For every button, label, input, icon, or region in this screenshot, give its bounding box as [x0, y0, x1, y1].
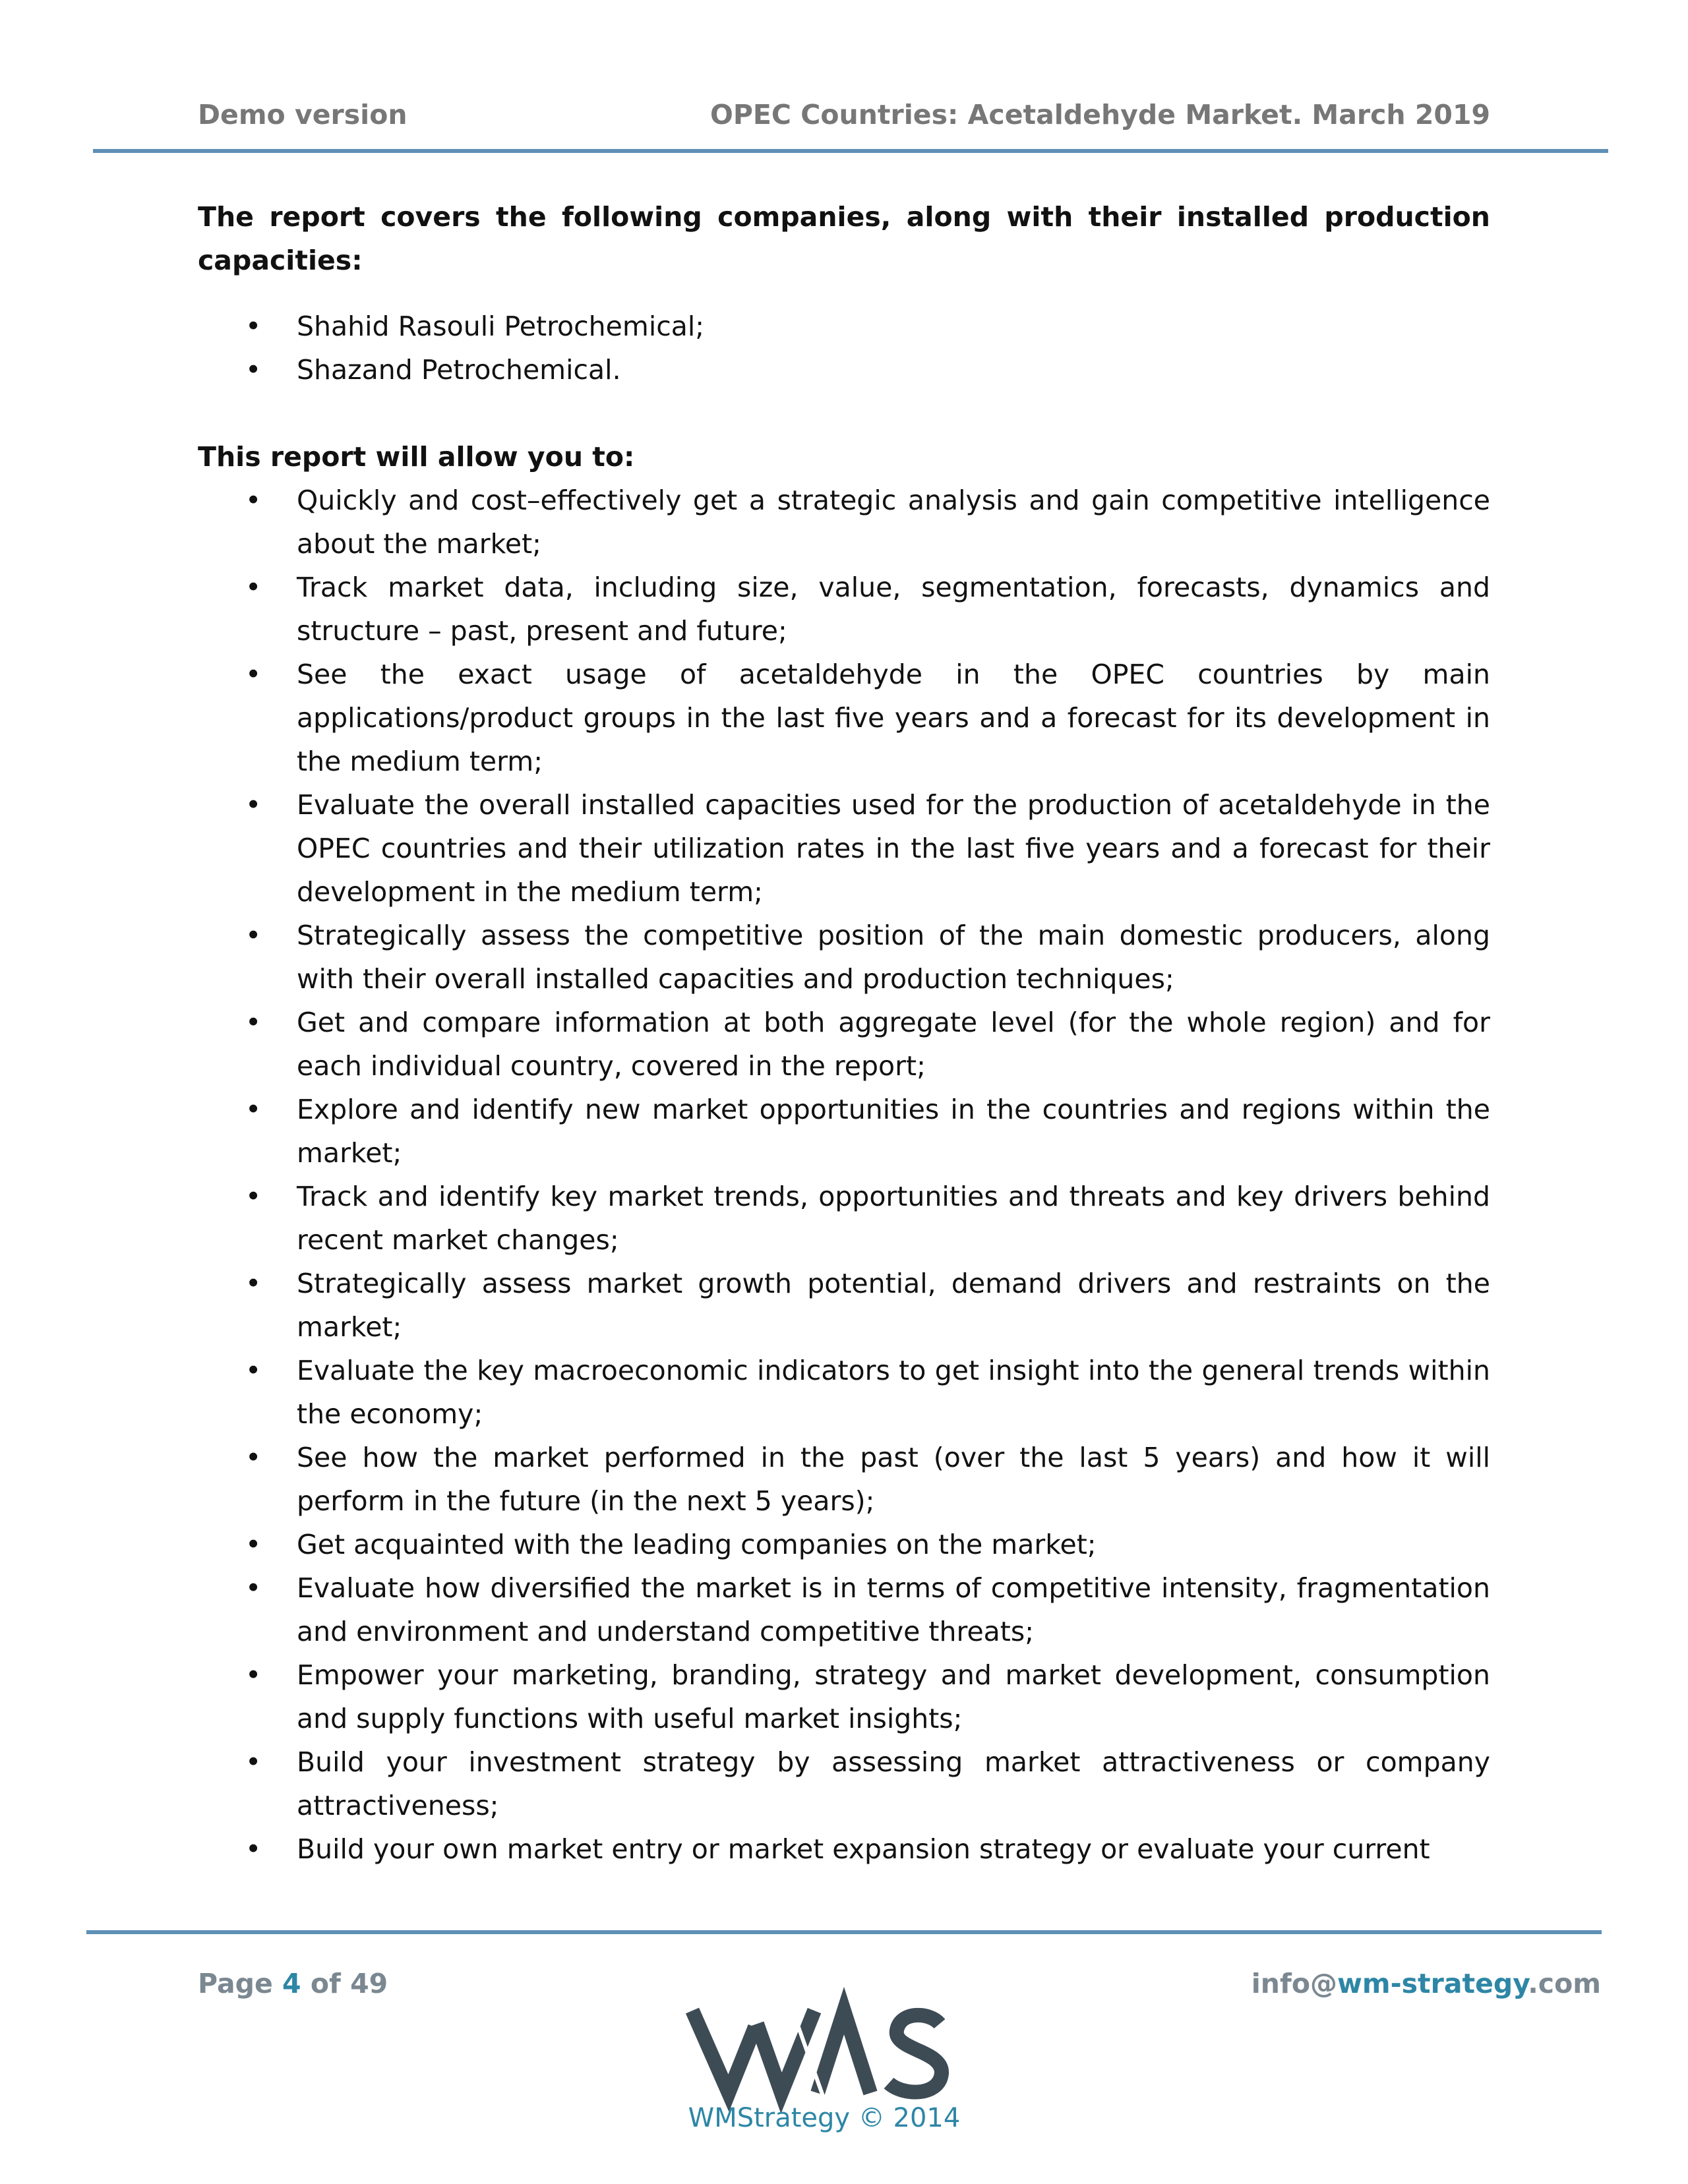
companies-list: [198, 305, 1490, 392]
list-item: [198, 1566, 1490, 1653]
page-number: [198, 1968, 388, 1999]
list-item: [198, 348, 1490, 392]
bullet-icon: •: [245, 310, 262, 342]
header-demo-label: Demo version: [198, 99, 407, 131]
bullet-icon: •: [245, 1442, 262, 1473]
bullet-icon: •: [245, 572, 262, 603]
bullet-icon: •: [245, 1268, 262, 1299]
bullet-icon: •: [245, 920, 262, 951]
list-item: [198, 1523, 1490, 1566]
list-item: [198, 1088, 1490, 1175]
list-item: [198, 1175, 1490, 1262]
company-name: Shahid Rasouli Petrochemical;: [297, 310, 705, 342]
logo-caption: WMStrategy © 2014: [688, 2103, 961, 2133]
benefit-text: Strategically assess the competitive position of the main domestic producers, along with their overall installed capacities and production techniques;: [297, 920, 1490, 995]
list-item: [198, 1827, 1490, 1871]
bullet-icon: •: [245, 1355, 262, 1386]
list-item: [198, 783, 1490, 914]
benefit-text: Track and identify key market trends, opportunities and threats and key drivers behind recent market changes;: [297, 1181, 1490, 1256]
bullet-icon: •: [245, 1529, 262, 1560]
list-item: [198, 914, 1490, 1001]
header-report-title: OPEC Countries: Acetaldehyde Market. March 2019: [710, 99, 1490, 131]
bullet-icon: •: [245, 1094, 262, 1125]
benefit-text: Strategically assess market growth potential, demand drivers and restraints on the market;: [297, 1268, 1490, 1343]
list-item: [198, 1349, 1490, 1436]
header-divider: [93, 149, 1608, 153]
allow-heading: This report will allow you to:: [198, 441, 635, 473]
list-item: [198, 1262, 1490, 1349]
benefit-text: See how the market performed in the past (over the last 5 years) and how it will perform in the future (in the next 5 years);: [297, 1442, 1490, 1517]
benefit-text: Evaluate how diversified the market is in terms of competitive intensity, fragmentation and environment and understand competitive threats;: [297, 1572, 1490, 1647]
benefit-text: Build your own market entry or market expansion strategy or evaluate your current: [297, 1833, 1430, 1865]
list-item: [198, 1001, 1490, 1088]
bullet-icon: •: [245, 354, 262, 386]
bullet-icon: •: [245, 1746, 262, 1778]
companies-intro: The report covers the following companies, along with their installed production capacities:: [198, 201, 1490, 276]
footer-divider: [86, 1930, 1602, 1934]
bullet-icon: •: [245, 1007, 262, 1038]
list-item: [198, 305, 1490, 348]
company-name: Shazand Petrochemical.: [297, 354, 621, 386]
list-item: [198, 653, 1490, 783]
current-page: 4: [282, 1968, 301, 1999]
bullet-icon: •: [245, 485, 262, 516]
benefit-text: Quickly and cost–effectively get a strategic analysis and gain competitive intelligence about the market;: [297, 485, 1490, 560]
benefit-text: Build your investment strategy by assessing market attractiveness or company attractiveness;: [297, 1746, 1490, 1821]
benefit-text: Evaluate the overall installed capacities used for the production of acetaldehyde in the OPEC countries and their utilization rates in the last five years and a forecast for their development in the medium term;: [297, 789, 1490, 908]
benefit-text: Empower your marketing, branding, strategy and market development, consumption and supply functions with useful market insights;: [297, 1659, 1490, 1734]
list-item: [198, 566, 1490, 653]
contact-email[interactable]: [1251, 1968, 1601, 1999]
bullet-icon: •: [245, 1181, 262, 1212]
bullet-icon: •: [245, 659, 262, 690]
page-total: of 49: [301, 1968, 388, 1999]
bullet-icon: •: [245, 789, 262, 821]
email-domain: wm-strategy: [1337, 1968, 1528, 1999]
bullet-icon: •: [245, 1659, 262, 1691]
email-user: info@: [1251, 1968, 1337, 1999]
benefit-text: Track market data, including size, value, segmentation, forecasts, dynamics and structure – past, present and future;: [297, 572, 1490, 647]
benefit-text: Get acquainted with the leading companies on the market;: [297, 1529, 1097, 1560]
list-item: [198, 1436, 1490, 1523]
email-tld: .com: [1528, 1968, 1601, 1999]
page-prefix: Page: [198, 1968, 283, 1999]
list-item: [198, 479, 1490, 566]
page-body: [198, 195, 1490, 1871]
benefit-text: See the exact usage of acetaldehyde in the OPEC countries by main applications/product groups in the last five years and a forecast for its development in the medium term;: [297, 659, 1490, 777]
list-item: [198, 1653, 1490, 1740]
benefit-text: Evaluate the key macroeconomic indicators to get insight into the general trends within the economy;: [297, 1355, 1490, 1430]
list-item: [198, 1740, 1490, 1827]
benefit-text: Get and compare information at both aggregate level (for the whole region) and for each individual country, covered in the report;: [297, 1007, 1490, 1082]
bullet-icon: •: [245, 1833, 262, 1865]
page-header: [198, 99, 1490, 138]
benefits-list: [198, 479, 1490, 1871]
benefit-text: Explore and identify new market opportunities in the countries and regions within the market;: [297, 1094, 1490, 1169]
bullet-icon: •: [245, 1572, 262, 1604]
